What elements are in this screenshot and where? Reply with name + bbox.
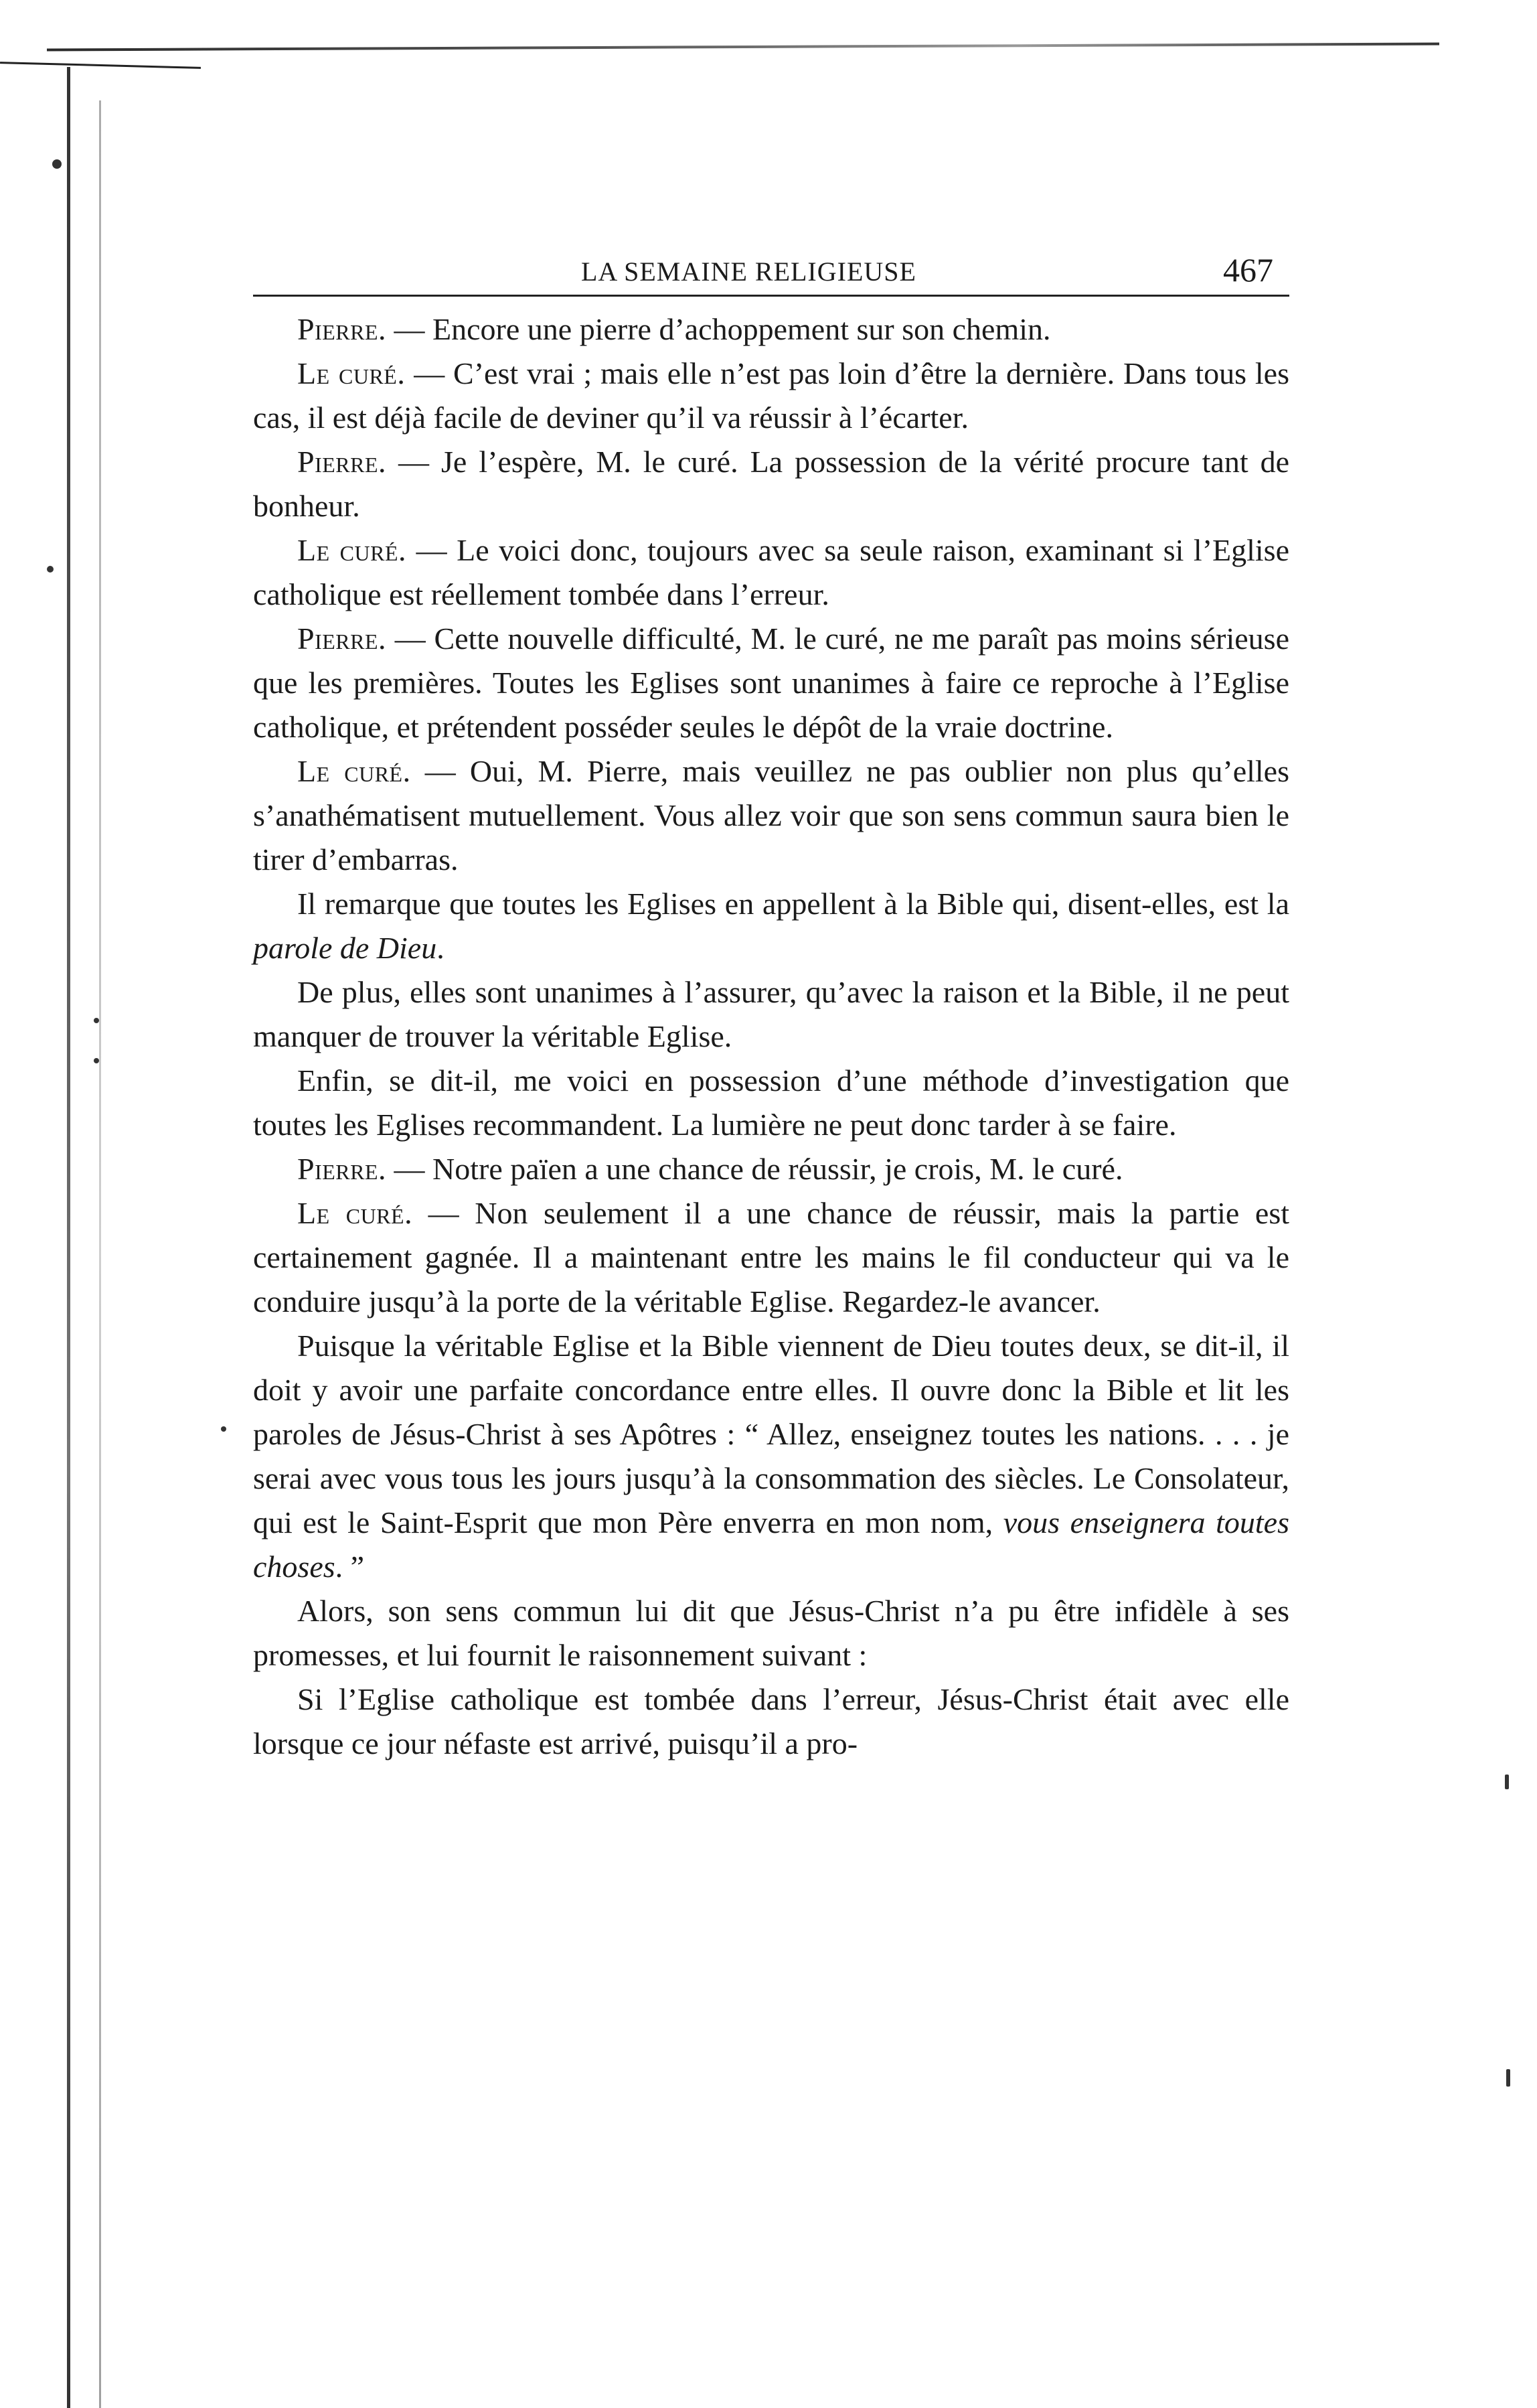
paragraph: Puisque la véritable Eglise et la Bible viennent de Dieu toutes deux, se dit-il, il doit y avoir une parfaite concordance entre elles. Il ouvre donc la Bible et lit les paroles de Jésus-Christ à ses Apôtres : “ Allez, enseignez toutes les nations. . . . je serai avec vous tous les jours jusqu’à la consommation des siècles. Le Consolateur, qui est le Saint-Esprit que mon Père enverra en mon nom, vous enseignera toutes choses. ” (253, 1329, 1290, 1584)
paragraph: Si l’Eglise catholique est tombée dans l’erreur, Jésus-Christ était avec elle lorsque ce jour néfaste est arrivé, puisqu’il a pro- (253, 1682, 1289, 1760)
header-rule (253, 295, 1289, 297)
paragraph: Enfin, se dit-il, me voici en possession d’une méthode d’investigation que toutes les Eglises recommandent. La lumière ne peut donc tarder à se faire. (253, 1063, 1289, 1142)
paragraph: Pierre. — Encore une pierre d’achoppement sur son chemin. (297, 312, 1051, 346)
paragraph: Pierre. — Cette nouvelle difficulté, M. le curé, ne me paraît pas moins sérieuse que les premières. Toutes les Eglises sont unanimes à faire ce reproche à l’Eglise catholique, et prétendent posséder seules le dépôt de la vraie doctrine. (253, 621, 1289, 744)
paragraph: Le curé. — Non seulement il a une chance de réussir, mais la partie est certainement gagnée. Il a maintenant entre les mains le fil conducteur qui va le conduire jusqu’à la porte de la véritable Eglise. Regardez-le avancer. (253, 1196, 1290, 1319)
scan-speck (1506, 2069, 1510, 2087)
paragraph: Il remarque que toutes les Eglises en appellent à la Bible qui, disent-elles, est la parole de Dieu. (253, 887, 1289, 965)
scan-speck (221, 1426, 226, 1432)
paragraph: Pierre. — Notre païen a une chance de réussir, je crois, M. le curé. (297, 1152, 1123, 1186)
paragraph: Le curé. — Le voici donc, toujours avec sa seule raison, examinant si l’Eglise catholique est réellement tombée dans l’erreur. (253, 533, 1289, 611)
scan-left-edge (67, 67, 70, 2408)
speaker-label: Le curé. (297, 533, 407, 567)
running-title: LA SEMAINE RELIGIEUSE (581, 256, 916, 287)
scan-top-edge (47, 42, 1439, 51)
page-text-block (253, 248, 1289, 1766)
speaker-label: Le curé. (297, 356, 406, 390)
scan-speck (52, 159, 62, 169)
italic-phrase: vous enseignera toutes choses (253, 1505, 1290, 1584)
speaker-label: Pierre. (297, 445, 387, 479)
italic-phrase: parole de Dieu (253, 931, 437, 965)
scan-speck (47, 566, 54, 573)
scan-speck (94, 1058, 99, 1063)
scan-top-edge-fragment (0, 62, 201, 69)
speaker-label: Le curé. (297, 754, 411, 788)
paragraph: Le curé. — C’est vrai ; mais elle n’est pas loin d’être la dernière. Dans tous les cas, il est déjà facile de deviner qu’il va réussir à l’écarter. (253, 356, 1289, 435)
speaker-label: Pierre. (297, 312, 387, 346)
speaker-label: Pierre. (297, 1152, 387, 1186)
scan-speck (1505, 1775, 1509, 1789)
speaker-label: Pierre. (297, 621, 387, 656)
paragraph: Pierre. — Je l’espère, M. le curé. La possession de la vérité procure tant de bonheur. (253, 445, 1290, 523)
paragraph: Le curé. — Oui, M. Pierre, mais veuillez ne pas oublier non plus qu’elles s’anathématisent mutuellement. Vous allez voir que son sens commun saura bien le tirer d’embarras. (253, 754, 1289, 877)
paragraph: Alors, son sens commun lui dit que Jésus-Christ n’a pu être infidèle à ses promesses, et lui fournit le raisonnement suivant : (253, 1594, 1289, 1672)
scan-speck (94, 1018, 99, 1023)
speaker-label: Le curé. (297, 1196, 413, 1230)
paragraph: De plus, elles sont unanimes à l’assurer, qu’avec la raison et la Bible, il ne peut manquer de trouver la véritable Eglise. (253, 975, 1289, 1053)
scan-left-edge-inner (99, 100, 101, 2408)
page-number: 467 (1223, 251, 1273, 289)
running-header (253, 248, 1289, 288)
